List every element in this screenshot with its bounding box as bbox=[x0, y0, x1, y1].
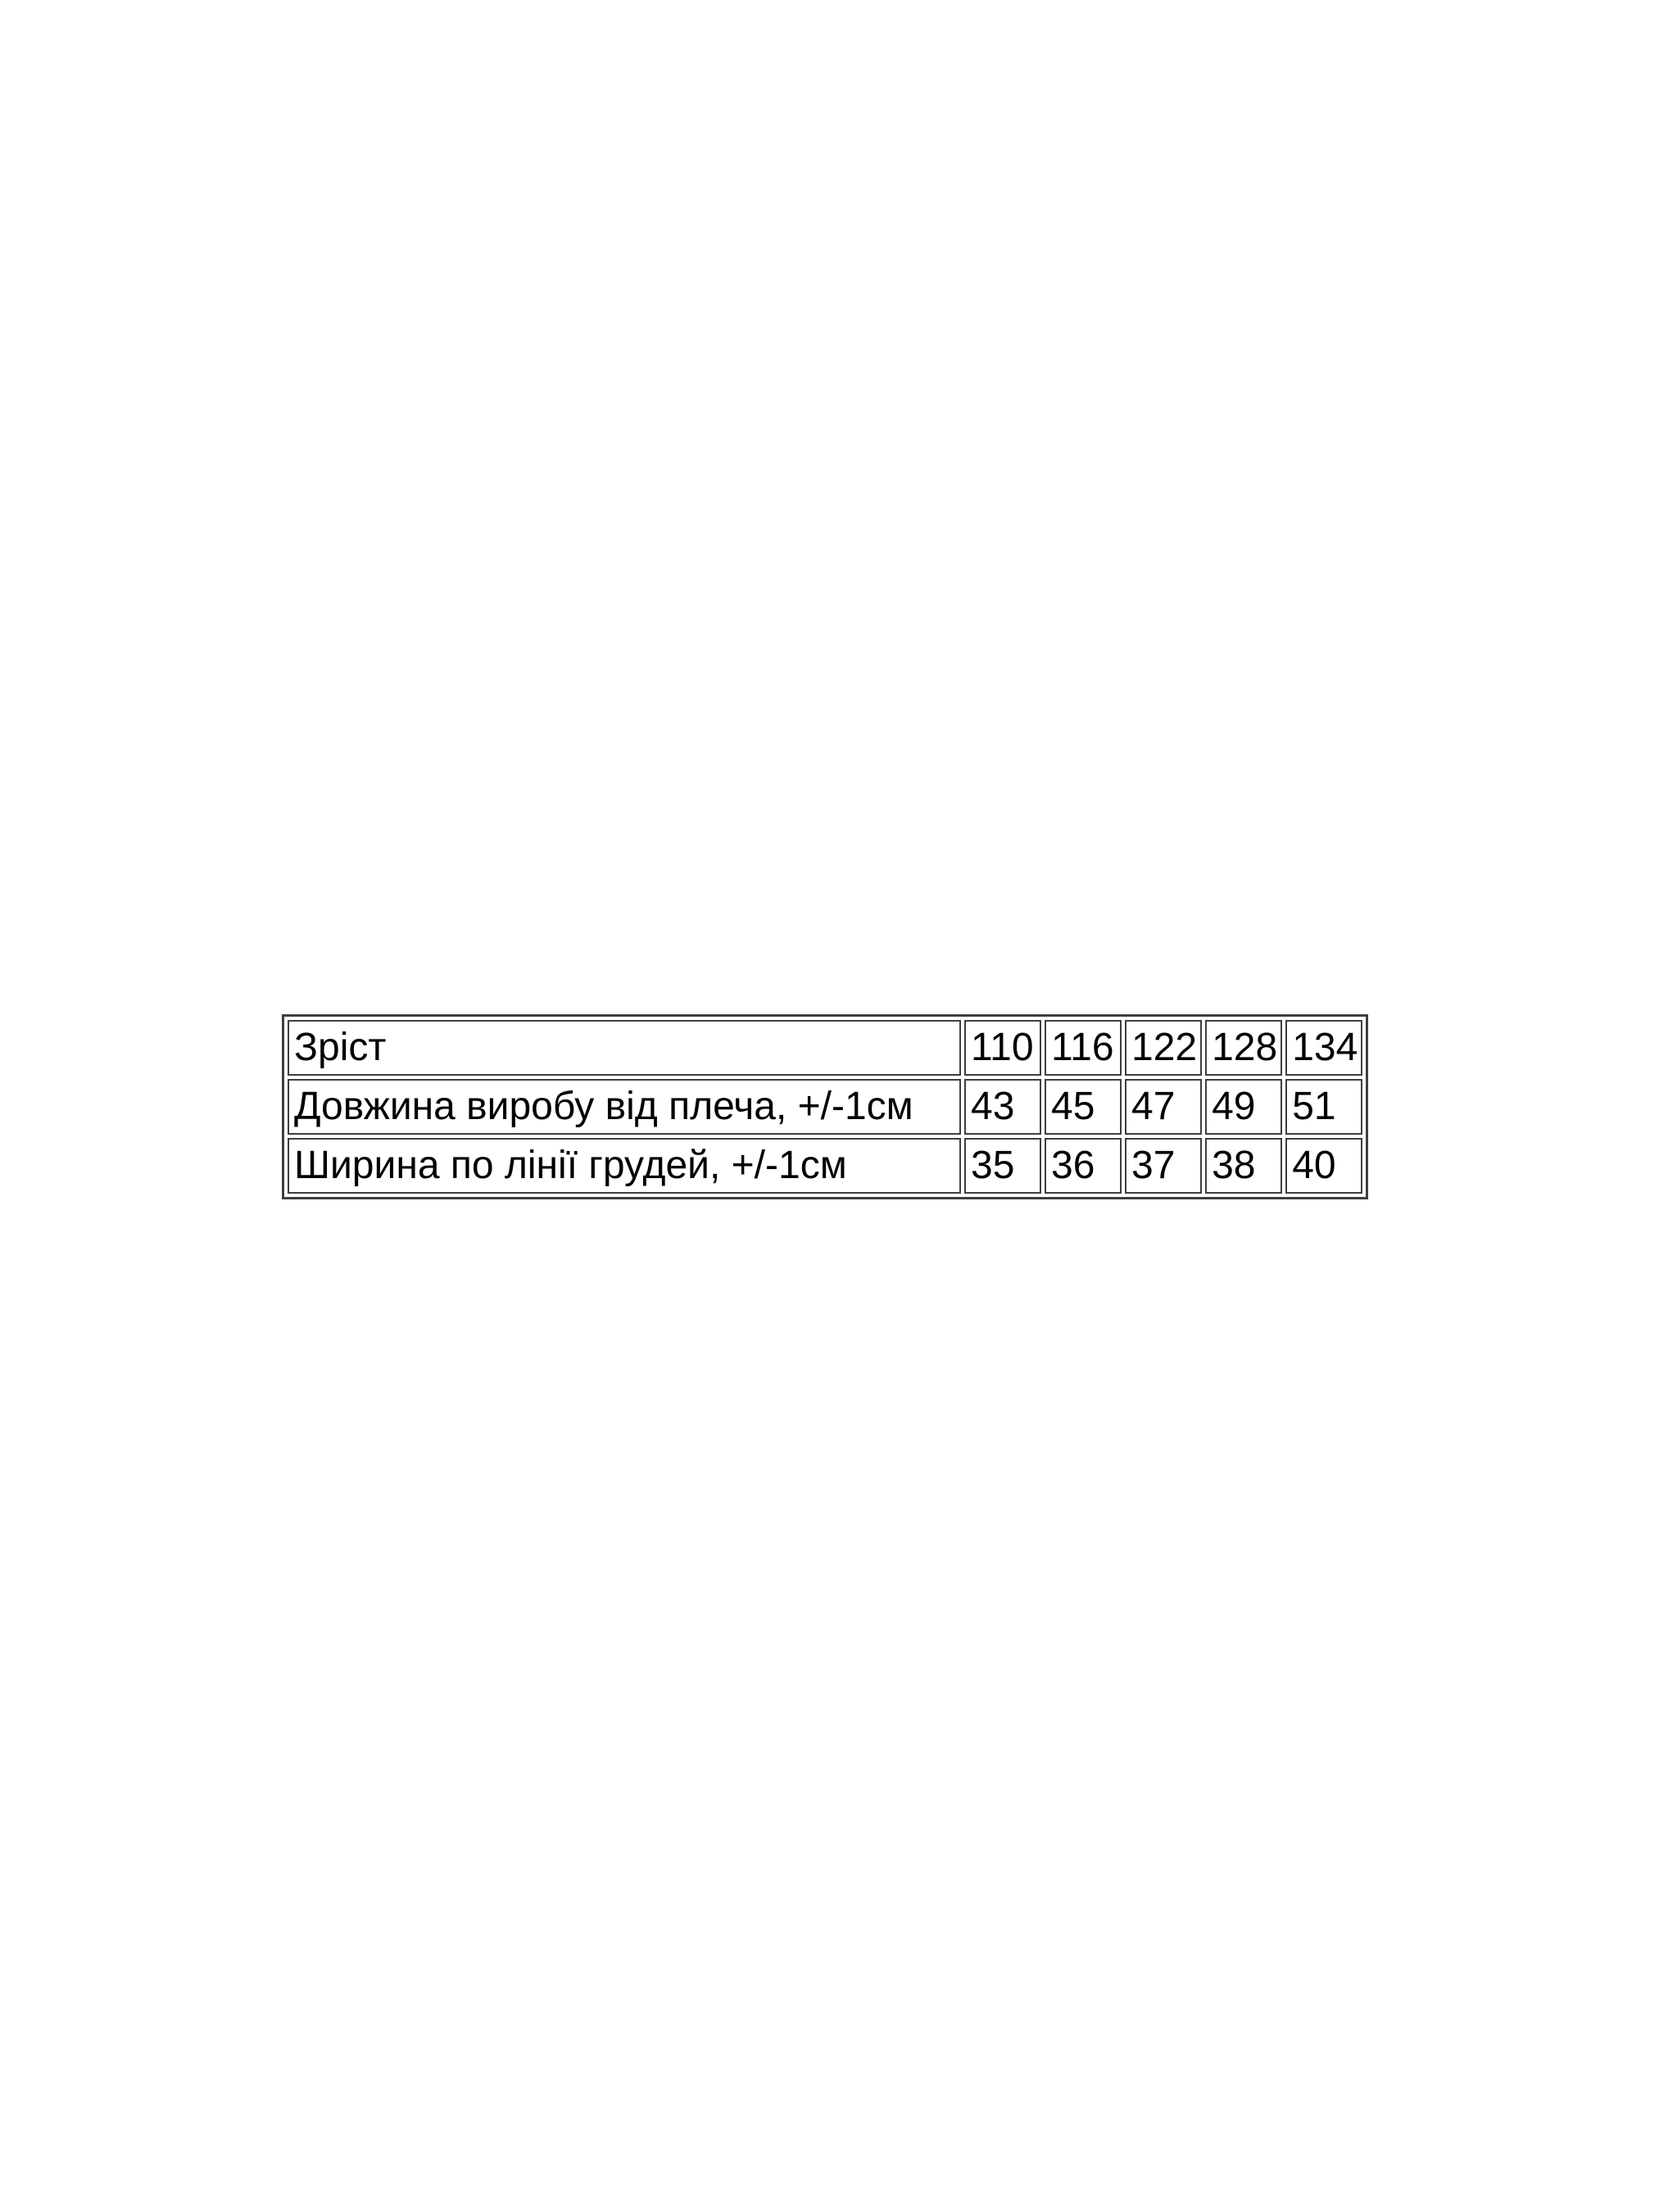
height-value-128: 128 bbox=[1205, 1020, 1282, 1076]
table-row-height bbox=[288, 1020, 1362, 1076]
row-label-height: Зріст bbox=[288, 1020, 961, 1076]
height-value-116: 116 bbox=[1045, 1020, 1122, 1076]
height-value-110: 110 bbox=[964, 1020, 1041, 1076]
table-row-length bbox=[288, 1079, 1362, 1135]
length-value-1: 43 bbox=[964, 1079, 1041, 1135]
width-value-5: 40 bbox=[1285, 1138, 1362, 1194]
width-value-1: 35 bbox=[964, 1138, 1041, 1194]
length-value-2: 45 bbox=[1045, 1079, 1122, 1135]
length-value-5: 51 bbox=[1285, 1079, 1362, 1135]
size-chart-table bbox=[282, 1014, 1368, 1199]
height-value-122: 122 bbox=[1125, 1020, 1202, 1076]
width-value-4: 38 bbox=[1205, 1138, 1282, 1194]
length-value-3: 47 bbox=[1125, 1079, 1202, 1135]
row-label-width: Ширина по лінії грудей, +/-1см bbox=[288, 1138, 961, 1194]
table-row-width bbox=[288, 1138, 1362, 1194]
width-value-2: 36 bbox=[1045, 1138, 1122, 1194]
length-value-4: 49 bbox=[1205, 1079, 1282, 1135]
row-label-length: Довжина виробу від плеча, +/-1см bbox=[288, 1079, 961, 1135]
height-value-134: 134 bbox=[1285, 1020, 1362, 1076]
width-value-3: 37 bbox=[1125, 1138, 1202, 1194]
